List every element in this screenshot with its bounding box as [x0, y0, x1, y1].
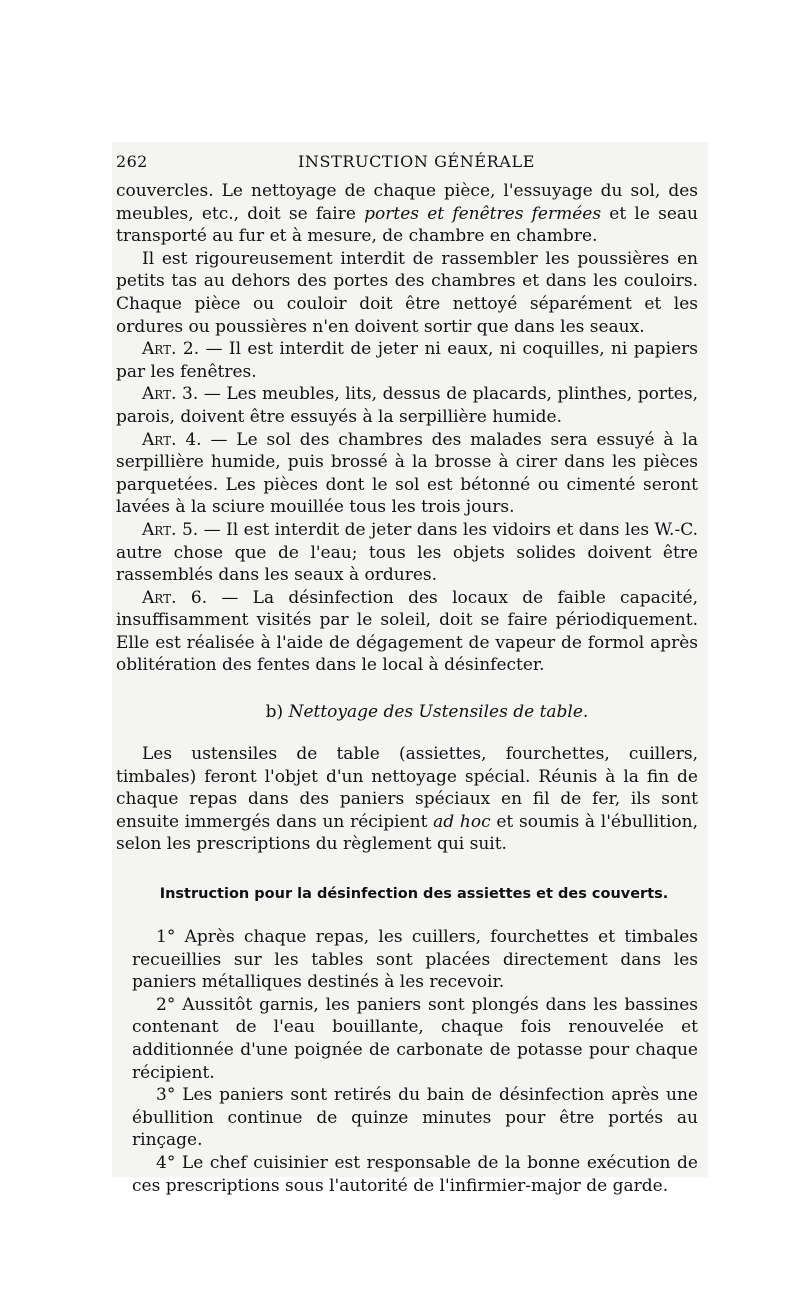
article-text: — La désinfection des locaux de faible capacité, insuffisamment visités par le soleil, doit se faire périodiquement. Elle est réalisée à l'aide de dégagement de vapeur de formol après oblitération des fentes dans le local à désinfecter. [116, 587, 698, 676]
article-label: Art. 5. [142, 519, 199, 540]
paragraph-dust-rule: Il est rigoureusement interdit de rassembler les poussières en petits tas au dehors des portes des chambres et dans les couloirs. Chaque pièce ou couloir doit être nettoyé séparément et les ordures ou poussières n'en doivent sortir que dans les seaux. [116, 248, 698, 337]
text-run: et le seau transporté au fur et à mesure, de chambre en chambre. [116, 203, 698, 247]
instruction-heading: Instruction pour la désinfection des assiettes et des couverts. [159, 886, 669, 903]
page-number: 262 [116, 152, 148, 171]
article-label: Art. 6. [142, 587, 208, 608]
text-run-italic: ad hoc [433, 811, 491, 832]
running-title: INSTRUCTION GÉNÉRALE [298, 152, 535, 171]
article-6 [116, 587, 698, 677]
instruction-step-2: 2° Aussitôt garnis, les paniers sont plongés dans les bassines contenant de l'eau bouillante, chaque fois renouvelée et additionnée d'une poignée de carbonate de potasse pour chaque récipient. [132, 994, 698, 1083]
article-text: — Le sol des chambres des malades sera essuyé à la serpillière humide, puis brossé à la brosse à cirer dans les pièces parquetées. Les pièces dont le sol est bétonné ou cimenté seront lavées à la sciure mouillée tous les trois jours. [116, 429, 698, 518]
instruction-steps [116, 926, 698, 1197]
article-text: — Il est interdit de jeter dans les vidoirs et dans les W.-C. autre chose que de l'eau; tous les objets solides doivent être rassemblés dans les seaux à ordures. [116, 519, 699, 586]
article-label: Art. 2. [142, 339, 200, 360]
article-3 [116, 383, 698, 428]
running-header [116, 146, 698, 180]
article-5 [116, 519, 698, 587]
article-text: — Les meubles, lits, dessus de placards, plinthes, portes, parois, doivent être essuyés à la serpillière humide. [116, 384, 698, 427]
heading-italic: Nettoyage des Ustensiles de table. [288, 702, 589, 723]
article-label: Art. 4. [142, 429, 202, 450]
text-run: Les ustensiles de table (assiettes, fourchettes, cuillers, timbales) feront l'objet d'un nettoyage spécial. Réunis à la fin de chaque repas dans des paniers spéciaux en fil de fer, ils sont ensuite immergés dans un récipient [116, 744, 698, 832]
section-b-heading [116, 701, 698, 723]
instruction-step-3: 3° Les paniers sont retirés du bain de désinfection après une ébullition continue de quinze minutes pour être portés au rinçage. [132, 1085, 698, 1151]
paragraph-utensils [116, 743, 698, 856]
article-text: — Il est interdit de jeter ni eaux, ni coquilles, ni papiers par les fenêtres. [116, 339, 698, 382]
article-2 [116, 338, 698, 383]
text-run: couvercles. Le nettoyage de chaque pièce, l'essuyage du sol, des meubles, etc., doit se faire [116, 181, 698, 224]
heading-prefix: b) [265, 702, 289, 723]
page-content [116, 146, 698, 1197]
text-run-italic: portes et fenêtres fermées [364, 203, 602, 224]
instruction-step-1: 1° Après chaque repas, les cuillers, fourchettes et timbales recueillies sur les tables sont placées directement dans les paniers métalliques destinés à les recevoir. [132, 927, 698, 993]
text-run: et soumis à l'ébullition, selon les prescriptions du règlement qui suit. [116, 811, 698, 855]
paragraph-continuation [116, 180, 698, 248]
article-label: Art. 3. [142, 384, 199, 405]
instruction-step-4: 4° Le chef cuisinier est responsable de la bonne exécution de ces prescriptions sous l'autorité de l'infirmier-major de garde. [132, 1152, 698, 1196]
article-4 [116, 429, 698, 519]
